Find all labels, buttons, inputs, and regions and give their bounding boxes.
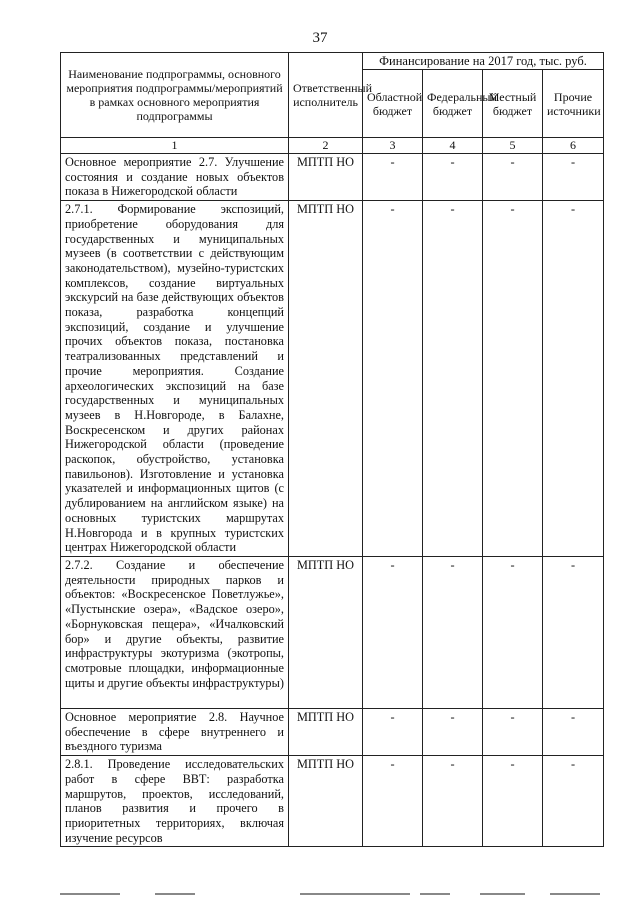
column-number: 4 (423, 138, 483, 154)
other-sources-value: - (543, 154, 604, 201)
federal-budget-value: - (423, 756, 483, 847)
table-row (61, 201, 604, 557)
header-local-budget: Местный бюджет (483, 70, 543, 138)
responsible-executor: МПТП НО (289, 556, 363, 708)
column-number: 5 (483, 138, 543, 154)
header-row-1 (61, 53, 604, 70)
responsible-executor: МПТП НО (289, 201, 363, 557)
regional-budget-value: - (363, 154, 423, 201)
federal-budget-value: - (423, 201, 483, 557)
local-budget-value: - (483, 708, 543, 755)
regional-budget-value: - (363, 201, 423, 557)
column-number: 6 (543, 138, 604, 154)
federal-budget-value: - (423, 154, 483, 201)
header-executor-column: Ответственный исполнитель (289, 53, 363, 138)
scan-artifact-line (60, 893, 600, 897)
regional-budget-value: - (363, 708, 423, 755)
column-number: 1 (61, 138, 289, 154)
other-sources-value: - (543, 201, 604, 557)
activity-name: 2.7.2. Создание и обеспечение деятельности природных парков и объектов: «Воскресенское Поветлужье», «Пустынские озера», «Вадское озеро», «Борнуковская пещера», «Ичалковский бор» и другие объекты, развитие инфраструктуры экотуризма (экотропы, смотровые площадки, информационные щиты и другие объекты инфраструктуры) (61, 556, 289, 708)
regional-budget-value: - (363, 556, 423, 708)
local-budget-value: - (483, 556, 543, 708)
header-financing-title: Финансирование на 2017 год, тыс. руб. (363, 53, 604, 70)
other-sources-value: - (543, 556, 604, 708)
table-row (61, 556, 604, 708)
activity-name: Основное мероприятие 2.8. Научное обеспечение в сфере внутреннего и въездного туризма (61, 708, 289, 755)
responsible-executor: МПТП НО (289, 756, 363, 847)
column-number: 2 (289, 138, 363, 154)
activity-name: Основное мероприятие 2.7. Улучшение состояния и создание новых объектов показа в Нижегородской области (61, 154, 289, 201)
header-name-column: Наименование подпрограммы, основного мероприятия подпрограммы/мероприятий в рамках основного мероприятия подпрограммы (61, 53, 289, 138)
responsible-executor: МПТП НО (289, 154, 363, 201)
other-sources-value: - (543, 756, 604, 847)
local-budget-value: - (483, 154, 543, 201)
table-row (61, 154, 604, 201)
activity-name: 2.7.1. Формирование экспозиций, приобретение оборудования для государственных и муниципальных музеев (в соответствии с действующим законодательством), музейно-туристских комплексов, создание виртуальных экскурсий на базе действующих объектов показа, разработка концепций экспозиций, создание и улучшение прочих объектов показа, постановка театрализованных представлений и прочие мероприятия. Создание археологических экспозиций на базе государственных и муниципальных музеев в Н.Новгороде, в Балахне, Воскресенском и других районах Нижегородской области (проведение раскопок, обустройство, установка павильонов). Изготовление и установка указателей и информационных щитов (с дублированием на английском языке) на основных туристских маршрутах Н.Новгорода и в крупных туристских центрах Нижегородской области (61, 201, 289, 557)
column-number: 3 (363, 138, 423, 154)
page-number: 37 (312, 30, 328, 46)
federal-budget-value: - (423, 556, 483, 708)
header-regional-budget: Областной бюджет (363, 70, 423, 138)
local-budget-value: - (483, 201, 543, 557)
activity-name: 2.8.1. Проведение исследовательских работ в сфере ВВТ: разработка маршрутов, проектов, исследований, планов развития и прочего в приоритетных территориях, включая изучение ресурсов (61, 756, 289, 847)
other-sources-value: - (543, 708, 604, 755)
responsible-executor: МПТП НО (289, 708, 363, 755)
regional-budget-value: - (363, 756, 423, 847)
table-row (61, 708, 604, 755)
local-budget-value: - (483, 756, 543, 847)
financing-table (60, 52, 604, 847)
header-federal-budget: Федеральный бюджет (423, 70, 483, 138)
table-row (61, 756, 604, 847)
column-number-row (61, 138, 604, 154)
federal-budget-value: - (423, 708, 483, 755)
header-other-sources: Прочие источники (543, 70, 604, 138)
